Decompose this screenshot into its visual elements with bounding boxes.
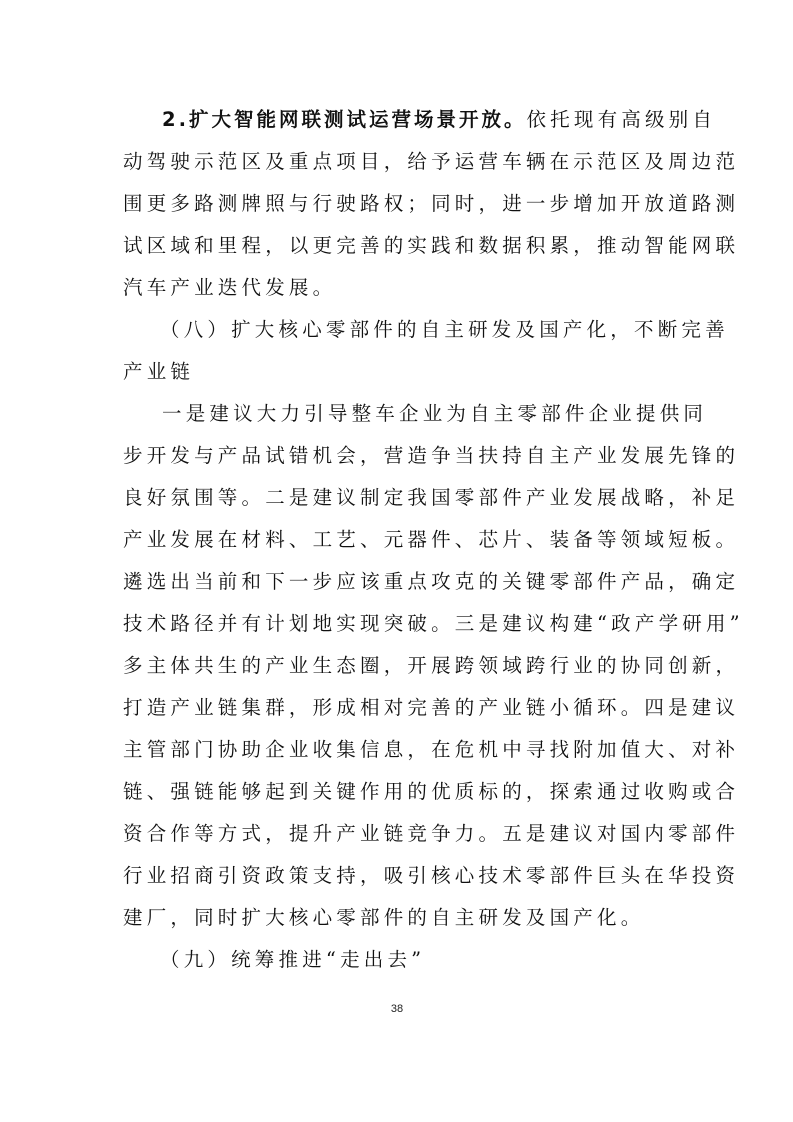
paragraph-line: 产业发展在材料、工艺、元器件、芯片、装备等领域短板。 [123,528,740,551]
paragraph-line: 多主体共生的产业生态圈，开展跨领域跨行业的协同创新， [123,654,740,677]
paragraph-line: 围更多路测牌照与行驶路权；同时，进一步增加开放道路测 [123,192,740,215]
paragraph-line: 链、强链能够起到关键作用的优质标的，探索通过收购或合 [123,780,740,803]
paragraph-line: 动驾驶示范区及重点项目，给予运营车辆在示范区及周边范 [123,150,740,173]
paragraph-line: 打造产业链集群，形成相对完善的产业链小循环。四是建议 [123,696,740,719]
section-heading: 产业链 [123,360,195,383]
section-heading: （九）统筹推进“走出去” [160,948,426,971]
paragraph-line: 2.扩大智能网联测试运营场景开放。依托现有高级别自 [162,108,717,131]
section-heading: （八）扩大核心零部件的自主研发及国产化，不断完善 [160,318,729,341]
paragraph-line: 技术路径并有计划地实现突破。三是建议构建“政产学研用” [123,612,744,635]
paragraph-line: 建厂，同时扩大核心零部件的自主研发及国产化。 [123,906,645,929]
paragraph-line: 汽车产业迭代发展。 [123,276,337,299]
paragraph-line: 行业招商引资政策支持，吸引核心技术零部件巨头在华投资 [123,864,740,887]
paragraph-line: 良好氛围等。二是建议制定我国零部件产业发展战略，补足 [123,486,740,509]
paragraph-line: 遴选出当前和下一步应该重点攻克的关键零部件产品，确定 [123,570,740,593]
paragraph-line: 资合作等方式，提升产业链竞争力。五是建议对国内零部件 [123,822,740,845]
paragraph-line: 一是建议大力引导整车企业为自主零部件企业提供同 [162,402,708,425]
paragraph-line: 试区域和里程，以更完善的实践和数据积累，推动智能网联 [123,234,740,257]
page-number: 38 [390,1003,404,1015]
paragraph-line: 步开发与产品试错机会，营造争当扶持自主产业发展先锋的 [123,444,740,467]
bold-heading: 2.扩大智能网联测试运营场景开放。 [162,108,527,131]
paragraph-line: 主管部门协助企业收集信息，在危机中寻找附加值大、对补 [123,738,740,761]
